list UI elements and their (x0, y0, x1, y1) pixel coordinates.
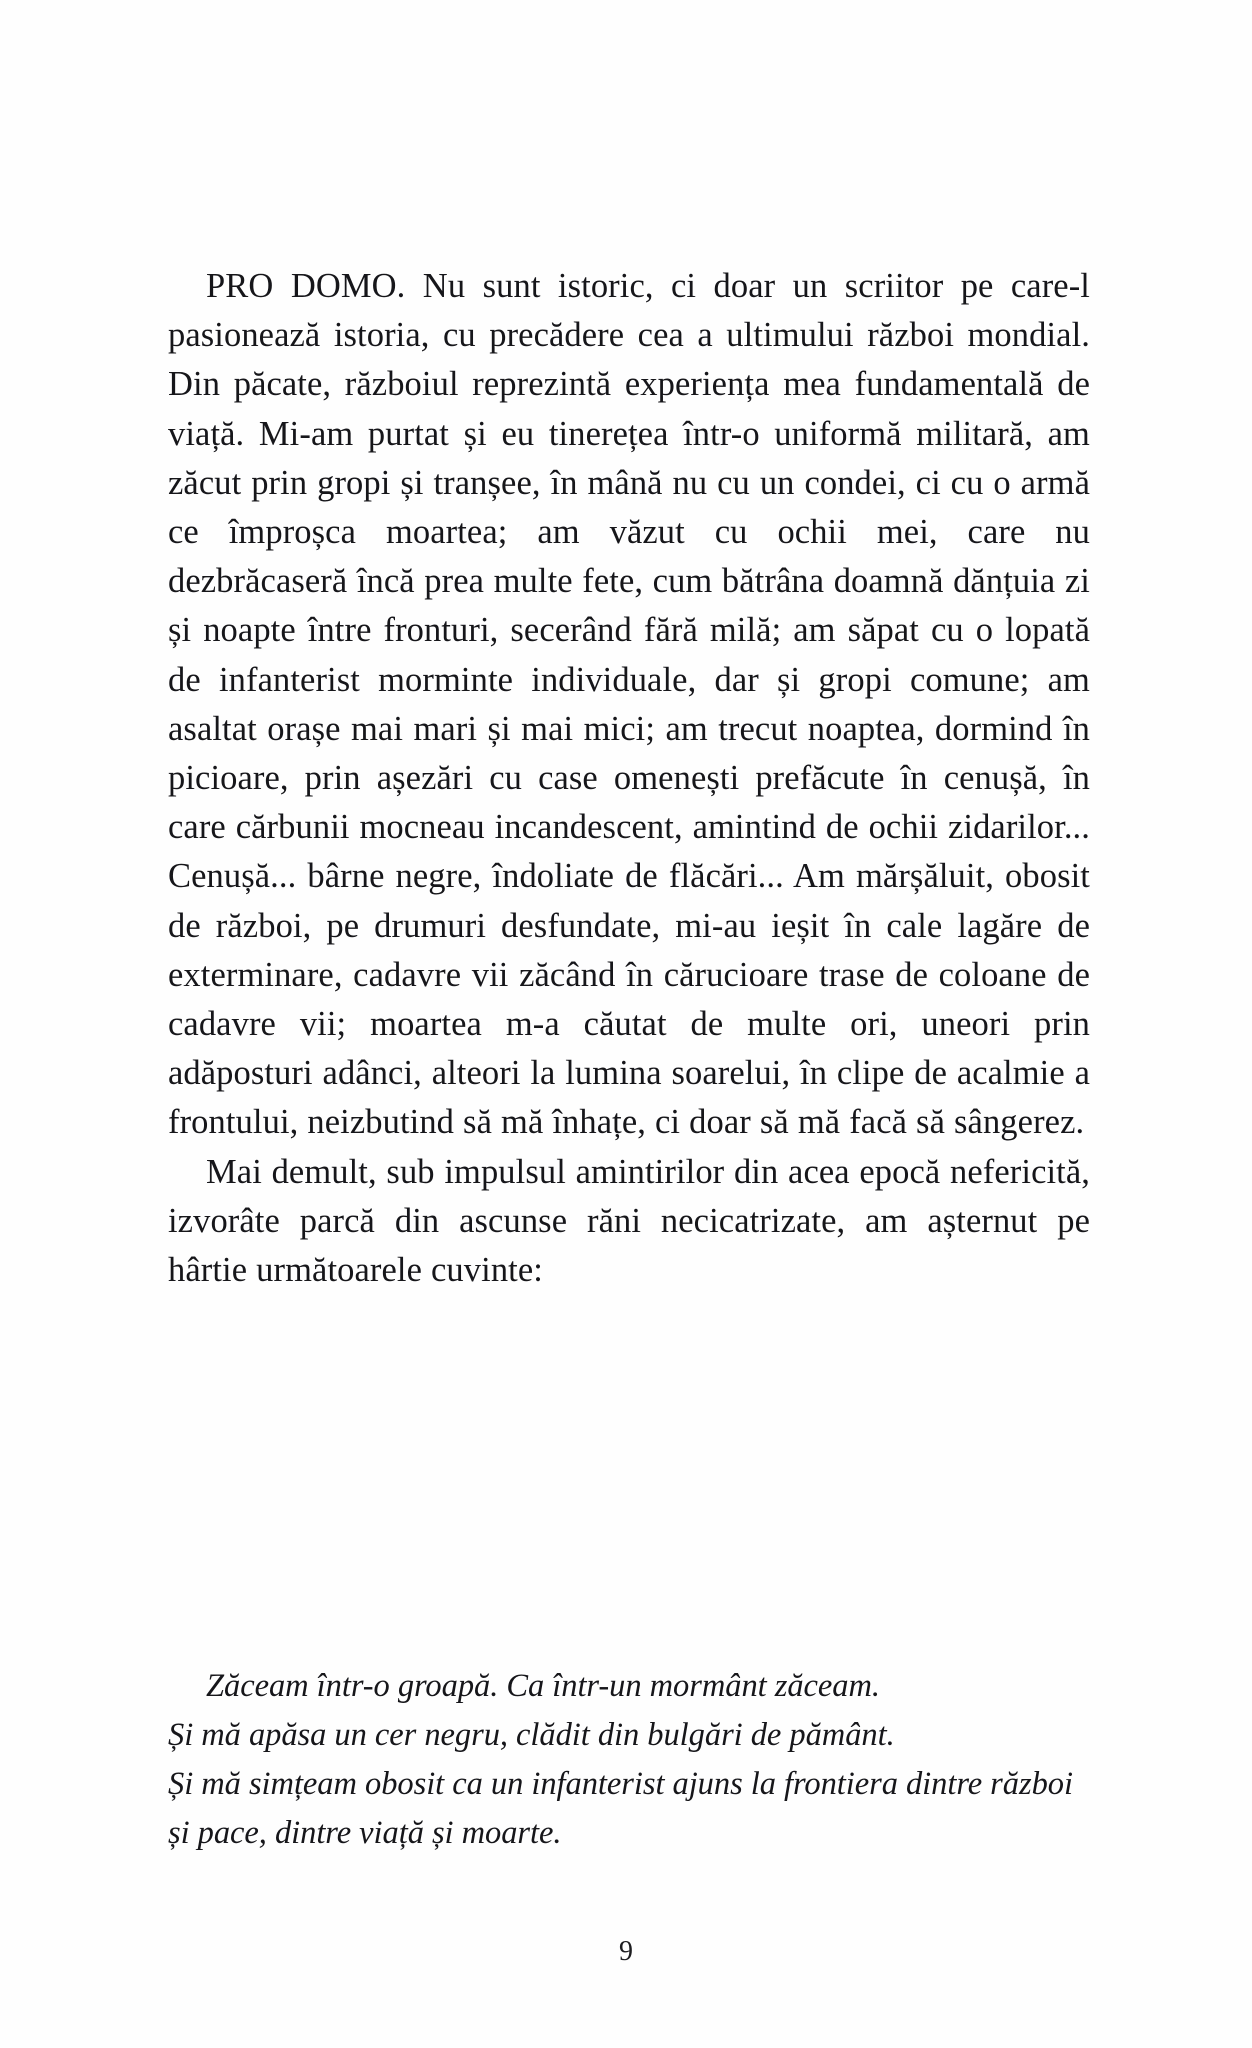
page-number: 9 (619, 1936, 633, 1967)
verse-line-2: Și mă apăsa un cer negru, clădit din bulgări de pământ. (168, 1717, 895, 1753)
body-text-block (168, 262, 1090, 1295)
verse-line-1: Zăceam într-o groapă. Ca într-un mormânt zăceam. (206, 1668, 880, 1704)
paragraph-pro-domo: PRO DOMO. Nu sunt istoric, ci doar un scriitor pe care-l pasionează istoria, cu precădere cea a ultimului război mondial. Din păcate, războiul reprezintă experiența mea fundamentală de viață. Mi-am purtat și eu tinerețea într-o uniformă militară, am zăcut prin gropi și tranșee, în mână nu cu un condei, ci cu o armă ce împroșca moartea; am văzut cu ochii mei, care nu dezbrăcaseră încă prea multe fete, cum bătrâna doamnă dănțuia zi și noapte între fronturi, secerând fără milă; am săpat cu o lopată de infanterist morminte individuale, dar și gropi comune; am asaltat orașe mai mari și mai mici; am trecut noaptea, dormind în picioare, prin așezări cu case omenești prefăcute în cenușă, în care cărbunii mocneau incandescent, amintind de ochii zidarilor... Cenușă... bârne negre, îndoliate de flăcări... Am mărșăluit, obosit de război, pe drumuri desfundate, mi-au ieșit în cale lagăre de exterminare, cadavre vii zăcând în cărucioare trase de coloane de cadavre vii; moartea m-a căutat de multe ori, uneori prin adăposturi adânci, alteori la lumina soarelui, în clipe de acalmie a frontului, neizbutind să mă înhațe, ci doar să mă facă să sângerez. (168, 267, 1090, 1142)
paragraph-mai-demult: Mai demult, sub impulsul amintirilor din acea epocă nefericită, izvorâte parcă din ascunse răni necicatrizate, am așternut pe hârtie următoarele cuvinte: (168, 1152, 1090, 1290)
verse-block (168, 1662, 1088, 1858)
verse-line-3: Și mă simțeam obosit ca un infanterist ajuns la frontiera dintre război și pace, dintre viață și moarte. (168, 1766, 1073, 1851)
